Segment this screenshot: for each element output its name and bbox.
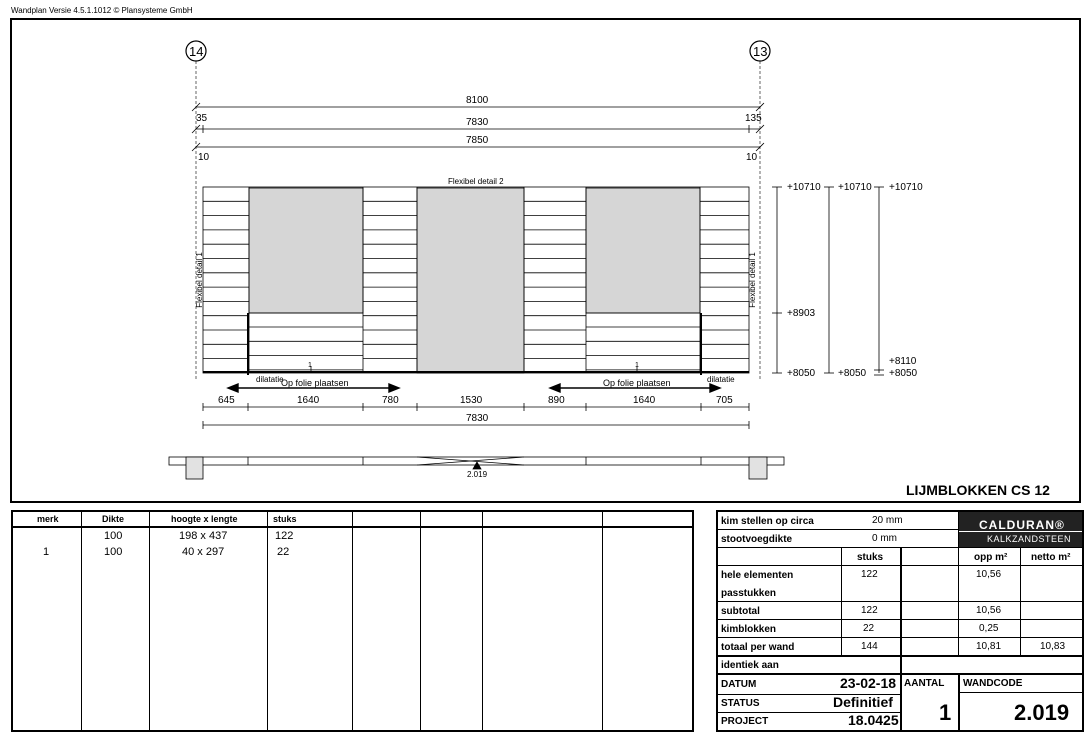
col-header-opp: opp m² (974, 552, 1008, 563)
axis-label-left: 14 (189, 44, 204, 59)
dim-overall: 8100 (466, 95, 489, 106)
col-header-netto: netto m² (1031, 552, 1071, 563)
row-label: kimblokken (721, 624, 777, 635)
logo-brand: CALDURAN® (979, 518, 1065, 532)
flex-detail-2: Flexibel detail 2 (448, 177, 504, 186)
table-cell: 100 (104, 530, 123, 542)
flex-detail-1-right: Flexibel detail 1 (748, 252, 757, 308)
row-opp: 10,56 (976, 569, 1002, 580)
kim-label: kim stellen op circa (721, 516, 814, 527)
aantal-label: AANTAL (904, 678, 945, 689)
axis-label-right: 13 (753, 44, 768, 59)
seg-dim: 1640 (633, 395, 656, 406)
kim-value: 20 mm (872, 515, 903, 526)
position-right: 1 (635, 362, 639, 369)
level-c3-mid: +8110 (889, 356, 917, 367)
wandcode-value: 2.019 (1014, 700, 1070, 725)
dilatatie-right: dilatatie (707, 375, 735, 384)
plan-wall-code: 2.019 (467, 470, 488, 479)
stoot-value: 0 mm (872, 533, 897, 544)
axis-marker-right (750, 41, 770, 380)
wandcode-label: WANDCODE (963, 678, 1023, 689)
col-merk: merk (37, 514, 59, 524)
row-stuks: 122 (861, 605, 878, 616)
project-value: 18.0425 (848, 712, 899, 728)
stoot-label: stootvoegdikte (721, 534, 793, 545)
datum-label: DATUM (721, 679, 757, 690)
wall-body (203, 187, 749, 375)
row-opp: 10,81 (976, 641, 1002, 652)
table-cell: 100 (104, 546, 123, 558)
row-netto: 10,83 (1040, 641, 1066, 652)
seg-dim: 890 (548, 395, 565, 406)
dim-bottom-total: 7830 (466, 413, 489, 424)
project-label: PROJECT (721, 716, 769, 727)
dim-inner: 7830 (466, 117, 489, 128)
table-cell: 198 x 437 (179, 530, 228, 542)
row-label: totaal per wand (721, 642, 795, 653)
folie-right: Op folie plaatsen (603, 378, 671, 388)
folie-left: Op folie plaatsen (281, 378, 349, 388)
level-c1-mid: +8903 (787, 308, 816, 319)
table-cell: 1 (43, 546, 50, 558)
version-text: Wandplan Versie 4.5.1.1012 © Plansysteme GmbH (11, 6, 193, 15)
level-c3-bot: +8050 (889, 368, 918, 379)
level-c2-top: +10710 (838, 182, 872, 193)
seg-dim: 705 (716, 395, 733, 406)
row-stuks: 22 (863, 623, 875, 634)
calduran-logo (959, 512, 1082, 547)
seg-dim: 1530 (460, 395, 483, 406)
aantal-value: 1 (939, 700, 952, 725)
row-label: subtotal (721, 606, 760, 617)
level-c2-bot: +8050 (838, 368, 867, 379)
flex-detail-1-left: Flexibel detail 1 (195, 252, 204, 308)
position-left: 1 (308, 362, 312, 369)
row-opp: 10,56 (976, 605, 1002, 616)
col-stuks: stuks (273, 514, 297, 524)
row-stuks: 144 (861, 641, 878, 652)
table-cell: 40 x 297 (182, 546, 225, 558)
drawing-title: LIJMBLOKKEN CS 12 (906, 482, 1050, 498)
seg-dim: 780 (382, 395, 399, 406)
row-label: passtukken (721, 588, 777, 599)
table-cell: 22 (277, 546, 290, 558)
logo-sub: KALKZANDSTEEN (987, 534, 1072, 544)
dim-ten-left: 10 (198, 152, 210, 163)
status-value: Definitief (833, 694, 893, 710)
row-label: hele elementen (721, 570, 794, 581)
row-opp: 0,25 (979, 623, 999, 634)
col-dikte: Dikte (102, 514, 125, 524)
elements-table (11, 510, 694, 732)
datum-value: 23-02-18 (840, 675, 897, 691)
dim-outer: 7850 (466, 135, 489, 146)
col-size: hoogte x lengte (171, 514, 238, 524)
dim-ten-right: 10 (746, 152, 758, 163)
dim-left-offset: 35 (196, 113, 208, 124)
identiek-label: identiek aan (721, 660, 779, 671)
dim-right-offset: 135 (745, 113, 762, 124)
seg-dim: 1640 (297, 395, 320, 406)
level-markers (772, 187, 884, 375)
seg-dim: 645 (218, 395, 235, 406)
dilatatie-left: dilatatie (256, 375, 284, 384)
info-block (716, 510, 1084, 732)
col-header-stuks: stuks (857, 552, 884, 563)
table-cell: 122 (275, 530, 294, 542)
row-stuks: 122 (861, 569, 878, 580)
level-c3-top: +10710 (889, 182, 923, 193)
status-label: STATUS (721, 698, 760, 709)
level-c1-top: +10710 (787, 182, 821, 193)
level-c1-bot: +8050 (787, 368, 816, 379)
